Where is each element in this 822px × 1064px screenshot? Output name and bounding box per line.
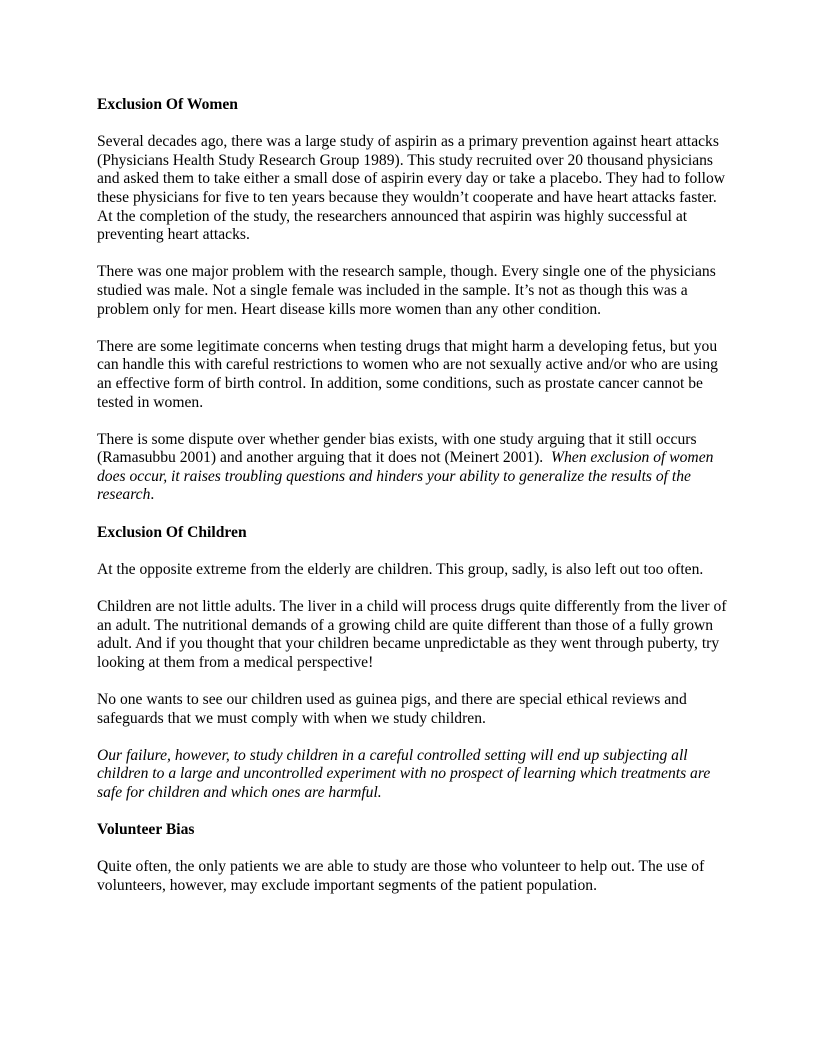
paragraph-italic <box>97 747 729 803</box>
paragraph-text: No one wants to see our children used as guinea pigs, and there are special ethical reviews and safeguards that we must comply with when we study children. <box>97 691 687 727</box>
paragraph <box>97 561 729 580</box>
paragraph-text: There is some dispute over whether gender bias exists, with one study arguing that it still occurs (Ramasubbu 2001) and another arguing that it does not (Meinert 2001). <box>97 430 701 467</box>
paragraph <box>97 133 729 245</box>
paragraph <box>97 263 729 319</box>
section-heading-exclusion-of-children: Exclusion Of Children <box>97 523 247 541</box>
section-heading-volunteer-bias: Volunteer Bias <box>97 821 195 839</box>
section-heading-exclusion-of-women: Exclusion Of Women <box>97 96 238 113</box>
paragraph <box>97 338 729 412</box>
paragraph-text: There are some legitimate concerns when testing drugs that might harm a developing fetus, but you can handle this with careful restrictions to women who are not sexually active and/or who are using an effective form of birth control. In addition, some conditions, such as prostate cancer cannot be tested in women. <box>97 337 718 411</box>
paragraph <box>97 858 729 895</box>
paragraph <box>97 691 729 728</box>
paragraph-italic-text: When exclusion of women does occur, it raises troubling questions and hinders your ability to generalize the results of the research <box>97 449 714 504</box>
paragraph-italic-text: Our failure, however, to study children in a careful controlled setting will end up subjecting all children to a large and uncontrolled experiment with no prospect of learning which treatments are safe for children and which ones are harmful. <box>97 746 711 801</box>
document-page <box>97 96 729 914</box>
paragraph-text: At the opposite extreme from the elderly are children. This group, sadly, is also left out too often. <box>97 560 704 578</box>
paragraph-text: There was one major problem with the research sample, though. Every single one of the physicians studied was male. Not a single female was included in the sample. It’s not as though this was a problem only for men. Heart disease kills more women than any other condition. <box>97 263 716 318</box>
paragraph-text: Several decades ago, there was a large study of aspirin as a primary prevention against heart attacks (Physicians Health Study Research Group 1989). This study recruited over 20 thousand physicians and asked them to take either a small dose of aspirin every day or take a placebo. They had to follow these physicians for five to ten years because they wouldn’t cooperate and have heart attacks faster. At the completion of the study, the researchers announced that aspirin was highly successful at preventing heart attacks. <box>97 133 726 244</box>
paragraph-text: Quite often, the only patients we are able to study are those who volunteer to help out. The use of volunteers, however, may exclude important segments of the patient population. <box>97 858 705 894</box>
paragraph <box>97 598 729 672</box>
paragraph-text: Children are not little adults. The liver in a child will process drugs quite differently from the liver of an adult. The nutritional demands of a growing child are quite different than those of a fully grown adult. And if you thought that your children became unpredictable as they went through puberty, try looking at them from a medical perspective! <box>97 598 727 671</box>
paragraph-trailing-text: . <box>150 486 155 504</box>
paragraph <box>97 431 729 505</box>
